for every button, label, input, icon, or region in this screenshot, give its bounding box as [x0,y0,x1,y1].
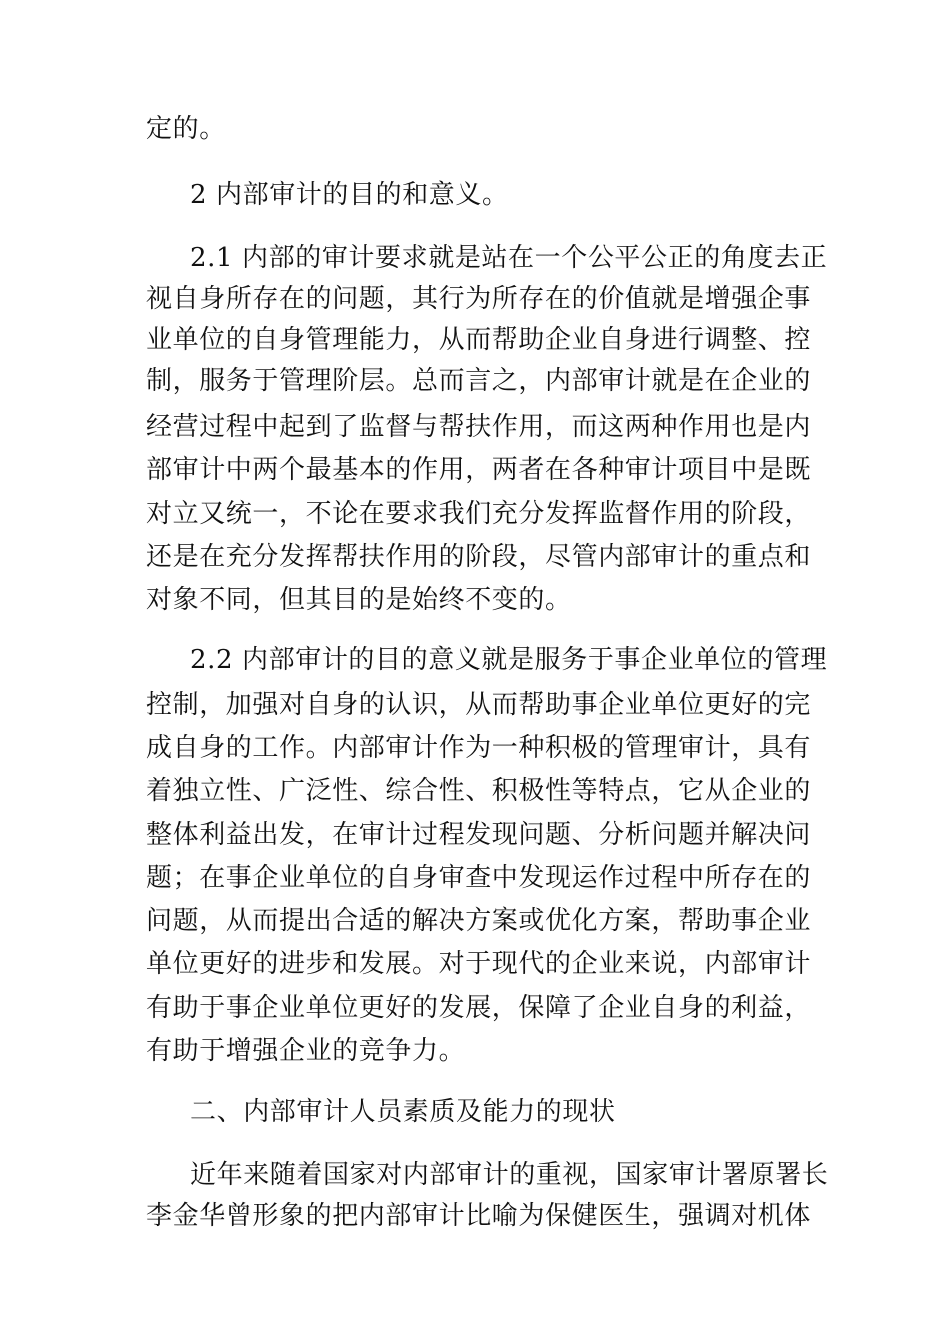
text-line: 定的。 [146,114,226,144]
text-line: 问题，从而提出合适的解决方案或优化方案，帮助事企业 [146,906,812,936]
text-line: 部审计中两个最基本的作用，两者在各种审计项目中是既 [146,455,812,485]
text-line: 2.1 内部的审计要求就是站在一个公平公正的角度去正 [190,243,828,273]
text-line: 单位更好的进步和发展。对于现代的企业来说，内部审计 [146,949,812,979]
text-line: 近年来随着国家对内部审计的重视，国家审计署原署长 [190,1160,829,1190]
text-line: 对象不同，但其目的是始终不变的。 [146,585,572,615]
text-line: 整体利益出发，在审计过程发现问题、分析问题并解决问 [146,820,812,850]
text-line: 控制，加强对自身的认识，从而帮助事企业单位更好的完 [146,690,812,720]
text-line: 业单位的自身管理能力，从而帮助企业自身进行调整、控 [146,325,812,355]
text-line: 2.2 内部审计的目的意义就是服务于事企业单位的管理 [190,645,828,675]
text-line: 李金华曾形象的把内部审计比喻为保健医生，强调对机体 [146,1201,812,1231]
text-line: 还是在充分发挥帮扶作用的阶段，尽管内部审计的重点和 [146,542,812,572]
text-line: 着独立性、广泛性、综合性、积极性等特点，它从企业的 [146,776,812,806]
section-heading: 2 内部审计的目的和意义。 [190,180,509,210]
text-line: 对立又统一，不论在要求我们充分发挥监督作用的阶段， [146,499,812,529]
section-heading: 二、内部审计人员素质及能力的现状 [190,1097,616,1127]
text-line: 经营过程中起到了监督与帮扶作用，而这两种作用也是内 [146,412,812,442]
text-line: 题；在事企业单位的自身审查中发现运作过程中所存在的 [146,863,812,893]
text-line: 制，服务于管理阶层。总而言之，内部审计就是在企业的 [146,366,812,396]
text-line: 有助于增强企业的竞争力。 [146,1036,466,1066]
text-line: 有助于事企业单位更好的发展，保障了企业自身的利益， [146,993,812,1023]
text-line: 成自身的工作。内部审计作为一种积极的管理审计，具有 [146,733,812,763]
text-line: 视自身所存在的问题，其行为所存在的价值就是增强企事 [146,284,812,314]
